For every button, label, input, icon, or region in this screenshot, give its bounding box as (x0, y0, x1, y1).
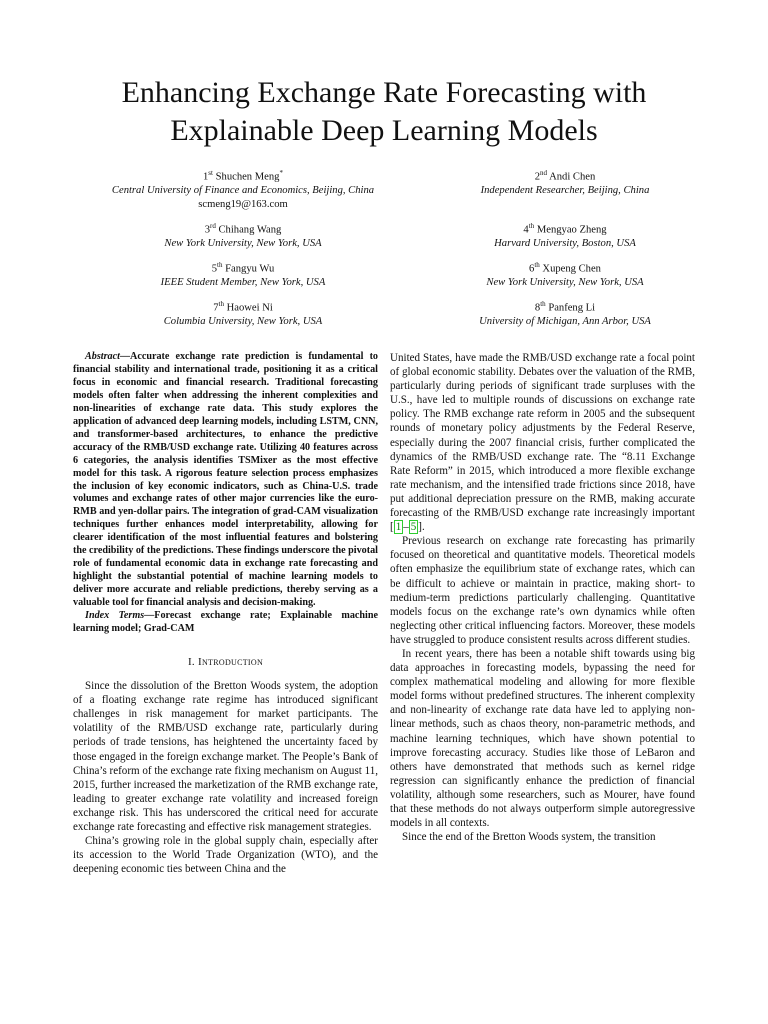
abstract-label: Abstract (85, 351, 120, 362)
citation-link[interactable]: 5 (410, 521, 417, 534)
author-ordinal: 6 (529, 263, 535, 275)
author-affiliation: Harvard University, Boston, USA (494, 238, 636, 250)
body-paragraph: Since the end of the Bretton Woods system, the transition (402, 831, 656, 844)
author-name: Fangyu Wu (225, 263, 275, 275)
author-affiliation: Columbia University, New York, USA (163, 316, 323, 328)
author-ordinal-suffix: rd (209, 222, 216, 230)
title-line-2: Explainable Deep Learning Models (170, 114, 598, 147)
author-block-8 (400, 298, 730, 329)
author-ordinal-suffix: st (208, 169, 213, 177)
citation-open: [ (390, 521, 394, 534)
body-paragraph: Since the dissolution of the Bretton Woods system, the adoption of a floating exchange rate regime has introduced significant challenges in risk management for market participants. The volatility of the RMB/USD exchange rate, particularly during periods of trade tensions, has heightened the uncertainty faced by those engaged in the foreign exchange market. The People’s Bank of China’s reform of the exchange rate fixing mechanism on August 11, 2015, further increased the marketization of the RMB exchange rate, leading to greater exchange rate volatility and increased foreign exchange risk. This has underscored the critical need for accurate exchange rate forecasting and effective risk management strategies. (73, 680, 378, 833)
paper-title (0, 74, 768, 150)
section-title: Introduction (198, 655, 264, 668)
author-name: Mengyao Zheng (536, 224, 607, 236)
index-terms-text: —Forecast exchange rate; Explainable machine learning model; Grad-CAM (73, 610, 378, 635)
author-ordinal-suffix: th (218, 300, 224, 308)
author-ordinal: 2 (534, 171, 540, 183)
author-ordinal-suffix: th (528, 222, 535, 230)
right-column (390, 351, 695, 844)
paragraph-text: United States, have made the RMB/USD exchange rate a focal point of global economic stability. Debates over the valuation of the RMB, particularly during periods of significant trade surpluses with the U.S., have led to multiple rounds of discussions on exchange rate policy. The RMB exchange rate reform in 2005 and the subsequent rounds of monetary policy adjustments by the Federal Reserve, especially during the 2007 financial crisis, further complicated the dynamics of the RMB/USD exchange rate. The “8.11 Exchange Rate Reform” in 2015, which introduced a more flexible exchange rate mechanism, and the intensified trade frictions since 2018, have put additional depreciation pressure on the RMB, making accurate forecasting of the RMB/USD exchange rate increasingly important (390, 352, 695, 520)
citation-separator: – (403, 521, 409, 534)
author-block-5 (78, 259, 408, 290)
section-number: I. (187, 655, 195, 668)
author-name: Panfeng Li (548, 302, 596, 314)
author-affiliation: New York University, New York, USA (164, 238, 322, 250)
author-name: Xupeng Chen (542, 263, 601, 275)
body-paragraph: China’s growing role in the global supply chain, especially after its accession to the World Trade Organization (WTO), and the deepening economic ties between China and the (73, 835, 378, 876)
author-affiliation: IEEE Student Member, New York, USA (160, 277, 326, 289)
section-heading (73, 655, 378, 669)
author-name: Shuchen Meng (215, 171, 280, 183)
author-ordinal: 3 (204, 224, 210, 236)
author-block-3 (78, 220, 408, 251)
author-affiliation: Independent Researcher, Beijing, China (480, 185, 650, 197)
author-affiliation: Central University of Finance and Economics, Beijing, China (111, 185, 375, 197)
author-email: scmeng19@163.com (198, 199, 288, 211)
author-ordinal-suffix: nd (540, 169, 547, 177)
author-ordinal-suffix: th (534, 261, 540, 269)
citation-link[interactable]: 1 (395, 521, 402, 534)
abstract (73, 351, 378, 610)
author-block-6 (400, 259, 730, 290)
author-ordinal-suffix: th (217, 261, 223, 269)
author-name: Andi Chen (549, 171, 596, 183)
citation-close: ]. (418, 521, 425, 534)
author-block-7 (78, 298, 408, 329)
title-line-1: Enhancing Exchange Rate Forecasting with (121, 76, 647, 109)
author-name: Chihang Wang (218, 224, 282, 236)
author-block-1 (78, 167, 408, 212)
author-block-2 (400, 167, 730, 198)
index-terms (73, 610, 378, 636)
author-ordinal: 5 (211, 263, 218, 275)
author-ordinal: 7 (213, 302, 219, 314)
author-name: Haowei Ni (226, 302, 273, 314)
index-terms-label: Index Terms (85, 610, 145, 622)
body-paragraph: In recent years, there has been a notable shift towards using big data approaches in forecasting models, bypassing the need for complex mathematical modeling and allowing for more flexible model forms without predefined structures. The inherent complexity and non-linearity of exchange rate data have led to applying non-linear methods, such as chaos theory, non-parametric methods, and machine learning techniques, which have shown potential to improve forecasting accuracy. Studies like those of LeBaron and others have demonstrated that methods such as kernel ridge regression can significantly enhance the prediction of financial volatility, although some researchers, such as Mourer, have found that these methods do not always outperform simple autoregressive models in all contexts. (390, 647, 695, 830)
abstract-text: —Accurate exchange rate prediction is fundamental to financial stability and international trade, positioning it as a critical focus in economic and financial research. Traditional forecasting models often falter when addressing the inherent complexities and non-linearities of exchange rate data. This study explores the application of advanced deep learning models, including LSTM, CNN, and transformer-based architectures, to enhance the predictive accuracy of the RMB/USD exchange rate. Utilizing 40 features across 6 categories, the analysis identifies TSMixer as the most effective model for this task. A rigorous feature selection process emphasizes the inclusion of key economic indicators, such as China-U.S. trade volumes and exchange rates of other major currencies like the euro-RMB and yen-dollar pairs. The integration of grad-CAM visualization techniques further enhances model interpretability, allowing for clearer identification of the most influential features and bolstering the credibility of the predictions. These findings underscore the pivotal role of fundamental economic data in exchange rate forecasting and highlight the substantial potential of machine learning models to deliver more accurate and reliable predictions, thereby serving as a valuable tool for financial analysis and decision-making. (73, 351, 378, 609)
left-column (73, 351, 378, 876)
author-affiliation: University of Michigan, Ann Arbor, USA (479, 316, 651, 328)
body-paragraph: Previous research on exchange rate forecasting has primarily focused on theoretical and quantitative models. Theoretical models often emphasize the equilibrium state of exchange rates, which can be difficult to achieve or maintain in practice, making short- to medium-term predictions particularly challenging. Quantitative models focus on the exchange rate’s own dynamics while often neglecting other critical influencing factors. Moreover, these models have struggled to produce consistent results across different studies. (390, 535, 695, 646)
author-block-4 (400, 220, 730, 251)
corresponding-mark: * (279, 169, 283, 177)
body-paragraph (390, 351, 695, 534)
author-ordinal-suffix: th (540, 300, 546, 308)
author-ordinal: 1 (203, 171, 209, 183)
author-ordinal: 8 (534, 302, 541, 314)
author-ordinal: 4 (523, 224, 529, 236)
author-affiliation: New York University, New York, USA (486, 277, 644, 289)
